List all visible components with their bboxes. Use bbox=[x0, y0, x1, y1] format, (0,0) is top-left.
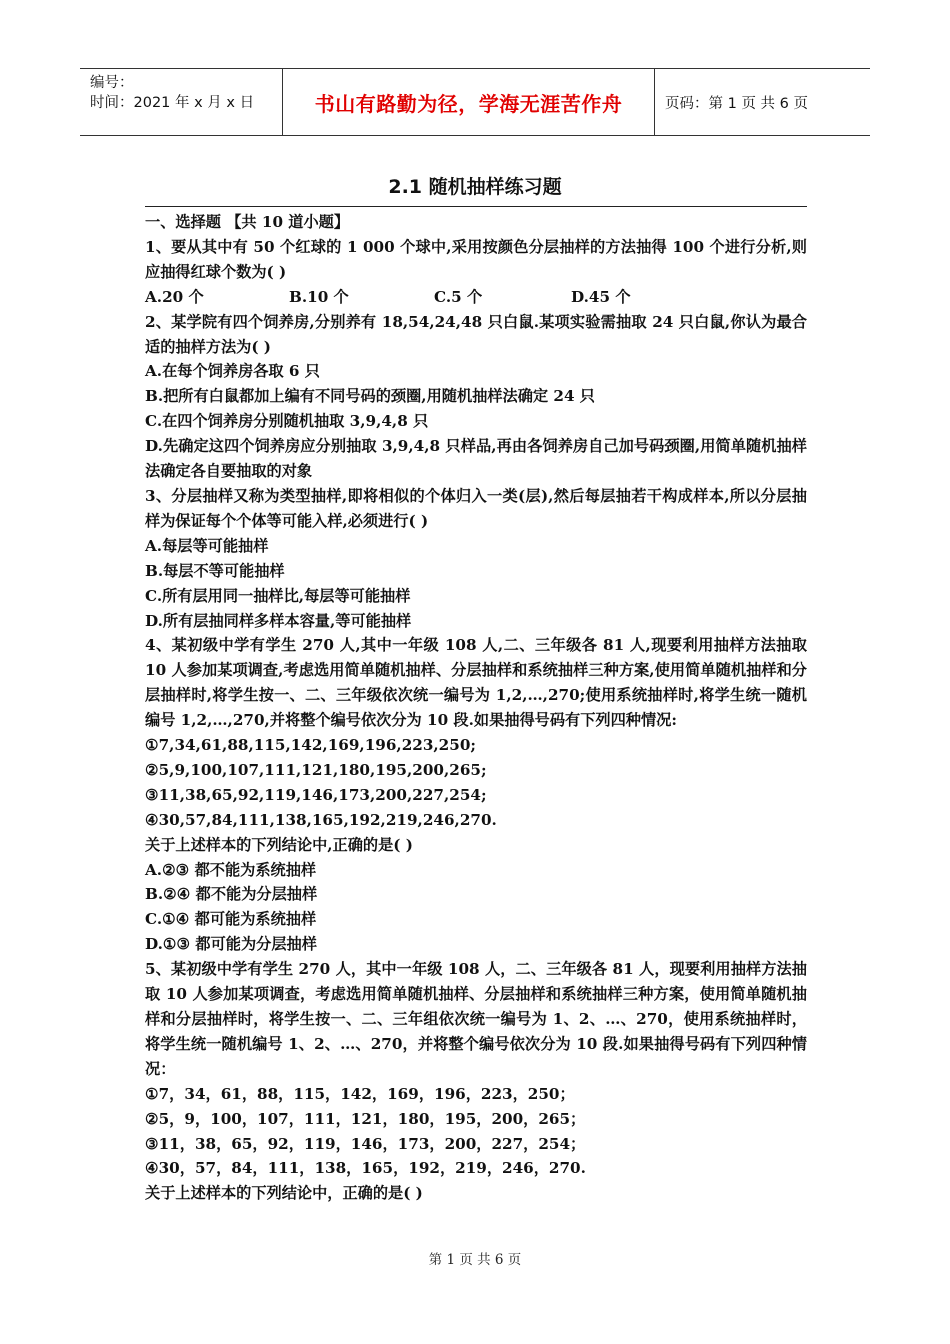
q1-option-c: C.5 个 bbox=[434, 287, 483, 306]
motto: 书山有路勤为径，学海无涯苦作舟 bbox=[314, 91, 623, 116]
q4-case-1: ①7,34,61,88,115,142,169,196,223,250; bbox=[145, 736, 476, 755]
q2-option-a: A.在每个饲养房各取 6 只 bbox=[145, 362, 320, 381]
page-footer: 第 1 页 共 6 页 bbox=[428, 1252, 522, 1268]
q2-option-c: C.在四个饲养房分别随机抽取 3,9,4,8 只 bbox=[145, 412, 429, 431]
document-title: 2.1 随机抽样练习题 bbox=[388, 176, 562, 198]
q4-case-4: ④30,57,84,111,138,165,192,219,246,270. bbox=[145, 810, 497, 829]
q3-option-c: C.所有层用同一抽样比,每层等可能抽样 bbox=[145, 586, 411, 605]
q3-option-b: B.每层不等可能抽样 bbox=[145, 561, 285, 580]
q3-stem: 3、分层抽样又称为类型抽样,即将相似的个体归入一类(层),然后每层抽若干构成样本,所以分层抽样为保证每个个体等可能入样,必须进行( ) bbox=[145, 486, 807, 530]
q1-option-b: B.10 个 bbox=[289, 287, 349, 306]
q5-ask: 关于上述样本的下列结论中，正确的是( ) bbox=[145, 1184, 423, 1203]
document-body bbox=[145, 210, 807, 1206]
q2-option-b: B.把所有白鼠都加上编有不同号码的颈圈,用随机抽样法确定 24 只 bbox=[145, 387, 595, 406]
q5-case-1: ①7，34，61，88，115，142，169，196，223，250； bbox=[145, 1084, 575, 1103]
time-label: 时间：2021 年 x 月 x 日 bbox=[90, 95, 255, 111]
serial-label: 编号： bbox=[90, 75, 134, 91]
q4-case-2: ②5,9,100,107,111,121,180,195,200,265; bbox=[145, 760, 487, 779]
header-table bbox=[80, 68, 870, 136]
title-divider bbox=[145, 206, 807, 207]
q3-option-d: D.所有层抽同样多样本容量,等可能抽样 bbox=[145, 611, 412, 630]
q4-option-d: D.①③ 都可能为分层抽样 bbox=[145, 935, 317, 954]
q5-case-4: ④30，57，84，111，138，165，192，219，246，270. bbox=[145, 1159, 586, 1178]
q2-option-d: D.先确定这四个饲养房应分别抽取 3,9,4,8 只样品,再由各饲养房自己加号码颈圈,用简单随机抽样法确定各自要抽取的对象 bbox=[145, 437, 807, 481]
q4-stem: 4、某初级中学有学生 270 人,其中一年级 108 人,二、三年级各 81 人,现要利用抽样方法抽取 10 人参加某项调查,考虑选用简单随机抽样、分层抽样和系统抽样三种方案,使用简单随机抽样和分层抽样时,将学生按一、二、三年级依次统一编号为 1,2,…,270;使用系统抽样时,将学生统一随机编号 1,2,…,270,并将整个编号依次分为 10 段.如果抽得号码有下列四种情况: bbox=[145, 636, 807, 730]
q1-stem: 1、要从其中有 50 个红球的 1 000 个球中,采用按颜色分层抽样的方法抽得 100 个进行分析,则应抽得红球个数为( ) bbox=[145, 237, 807, 281]
q2-stem: 2、某学院有四个饲养房,分别养有 18,54,24,48 只白鼠.某项实验需抽取 24 只白鼠,你认为最合适的抽样方法为( ) bbox=[145, 312, 807, 356]
q4-option-b: B.②④ 都不能为分层抽样 bbox=[145, 885, 318, 904]
q5-case-2: ②5，9，100，107，111，121，180，195，200，265； bbox=[145, 1109, 586, 1128]
q1-options bbox=[145, 285, 807, 310]
q4-option-a: A.②③ 都不能为系统抽样 bbox=[145, 860, 317, 879]
q4-option-c: C.①④ 都可能为系统抽样 bbox=[145, 910, 317, 929]
q1-option-a: A.20 个 bbox=[145, 287, 204, 306]
section-heading: 一、选择题 【共 10 道小题】 bbox=[145, 213, 350, 231]
q4-case-3: ③11,38,65,92,119,146,173,200,227,254; bbox=[145, 785, 487, 804]
q5-stem: 5、某初级中学有学生 270 人，其中一年级 108 人，二、三年级各 81 人，现要利用抽样方法抽取 10 人参加某项调查，考虑选用简单随机抽样、分层抽样和系统抽样三种方案，使用简单随机抽样和分层抽样时，将学生按一、二、三年组依次统一编号为 1、2、…、270，使用系统抽样时，将学生统一随机编号 1、2、…、270，并将整个编号依次分为 10 段.如果抽得号码有下列四种情况： bbox=[145, 960, 807, 1078]
header-motto-cell bbox=[282, 69, 655, 135]
q4-ask: 关于上述样本的下列结论中,正确的是( ) bbox=[145, 835, 413, 854]
header-left-cell bbox=[80, 69, 282, 135]
header-page-cell bbox=[655, 69, 870, 135]
page-info: 页码：第 1 页 共 6 页 bbox=[665, 95, 808, 112]
q1-option-d: D.45 个 bbox=[571, 287, 631, 306]
q5-case-3: ③11，38，65，92，119，146，173，200，227，254； bbox=[145, 1134, 586, 1153]
q3-option-a: A.每层等可能抽样 bbox=[145, 536, 269, 555]
